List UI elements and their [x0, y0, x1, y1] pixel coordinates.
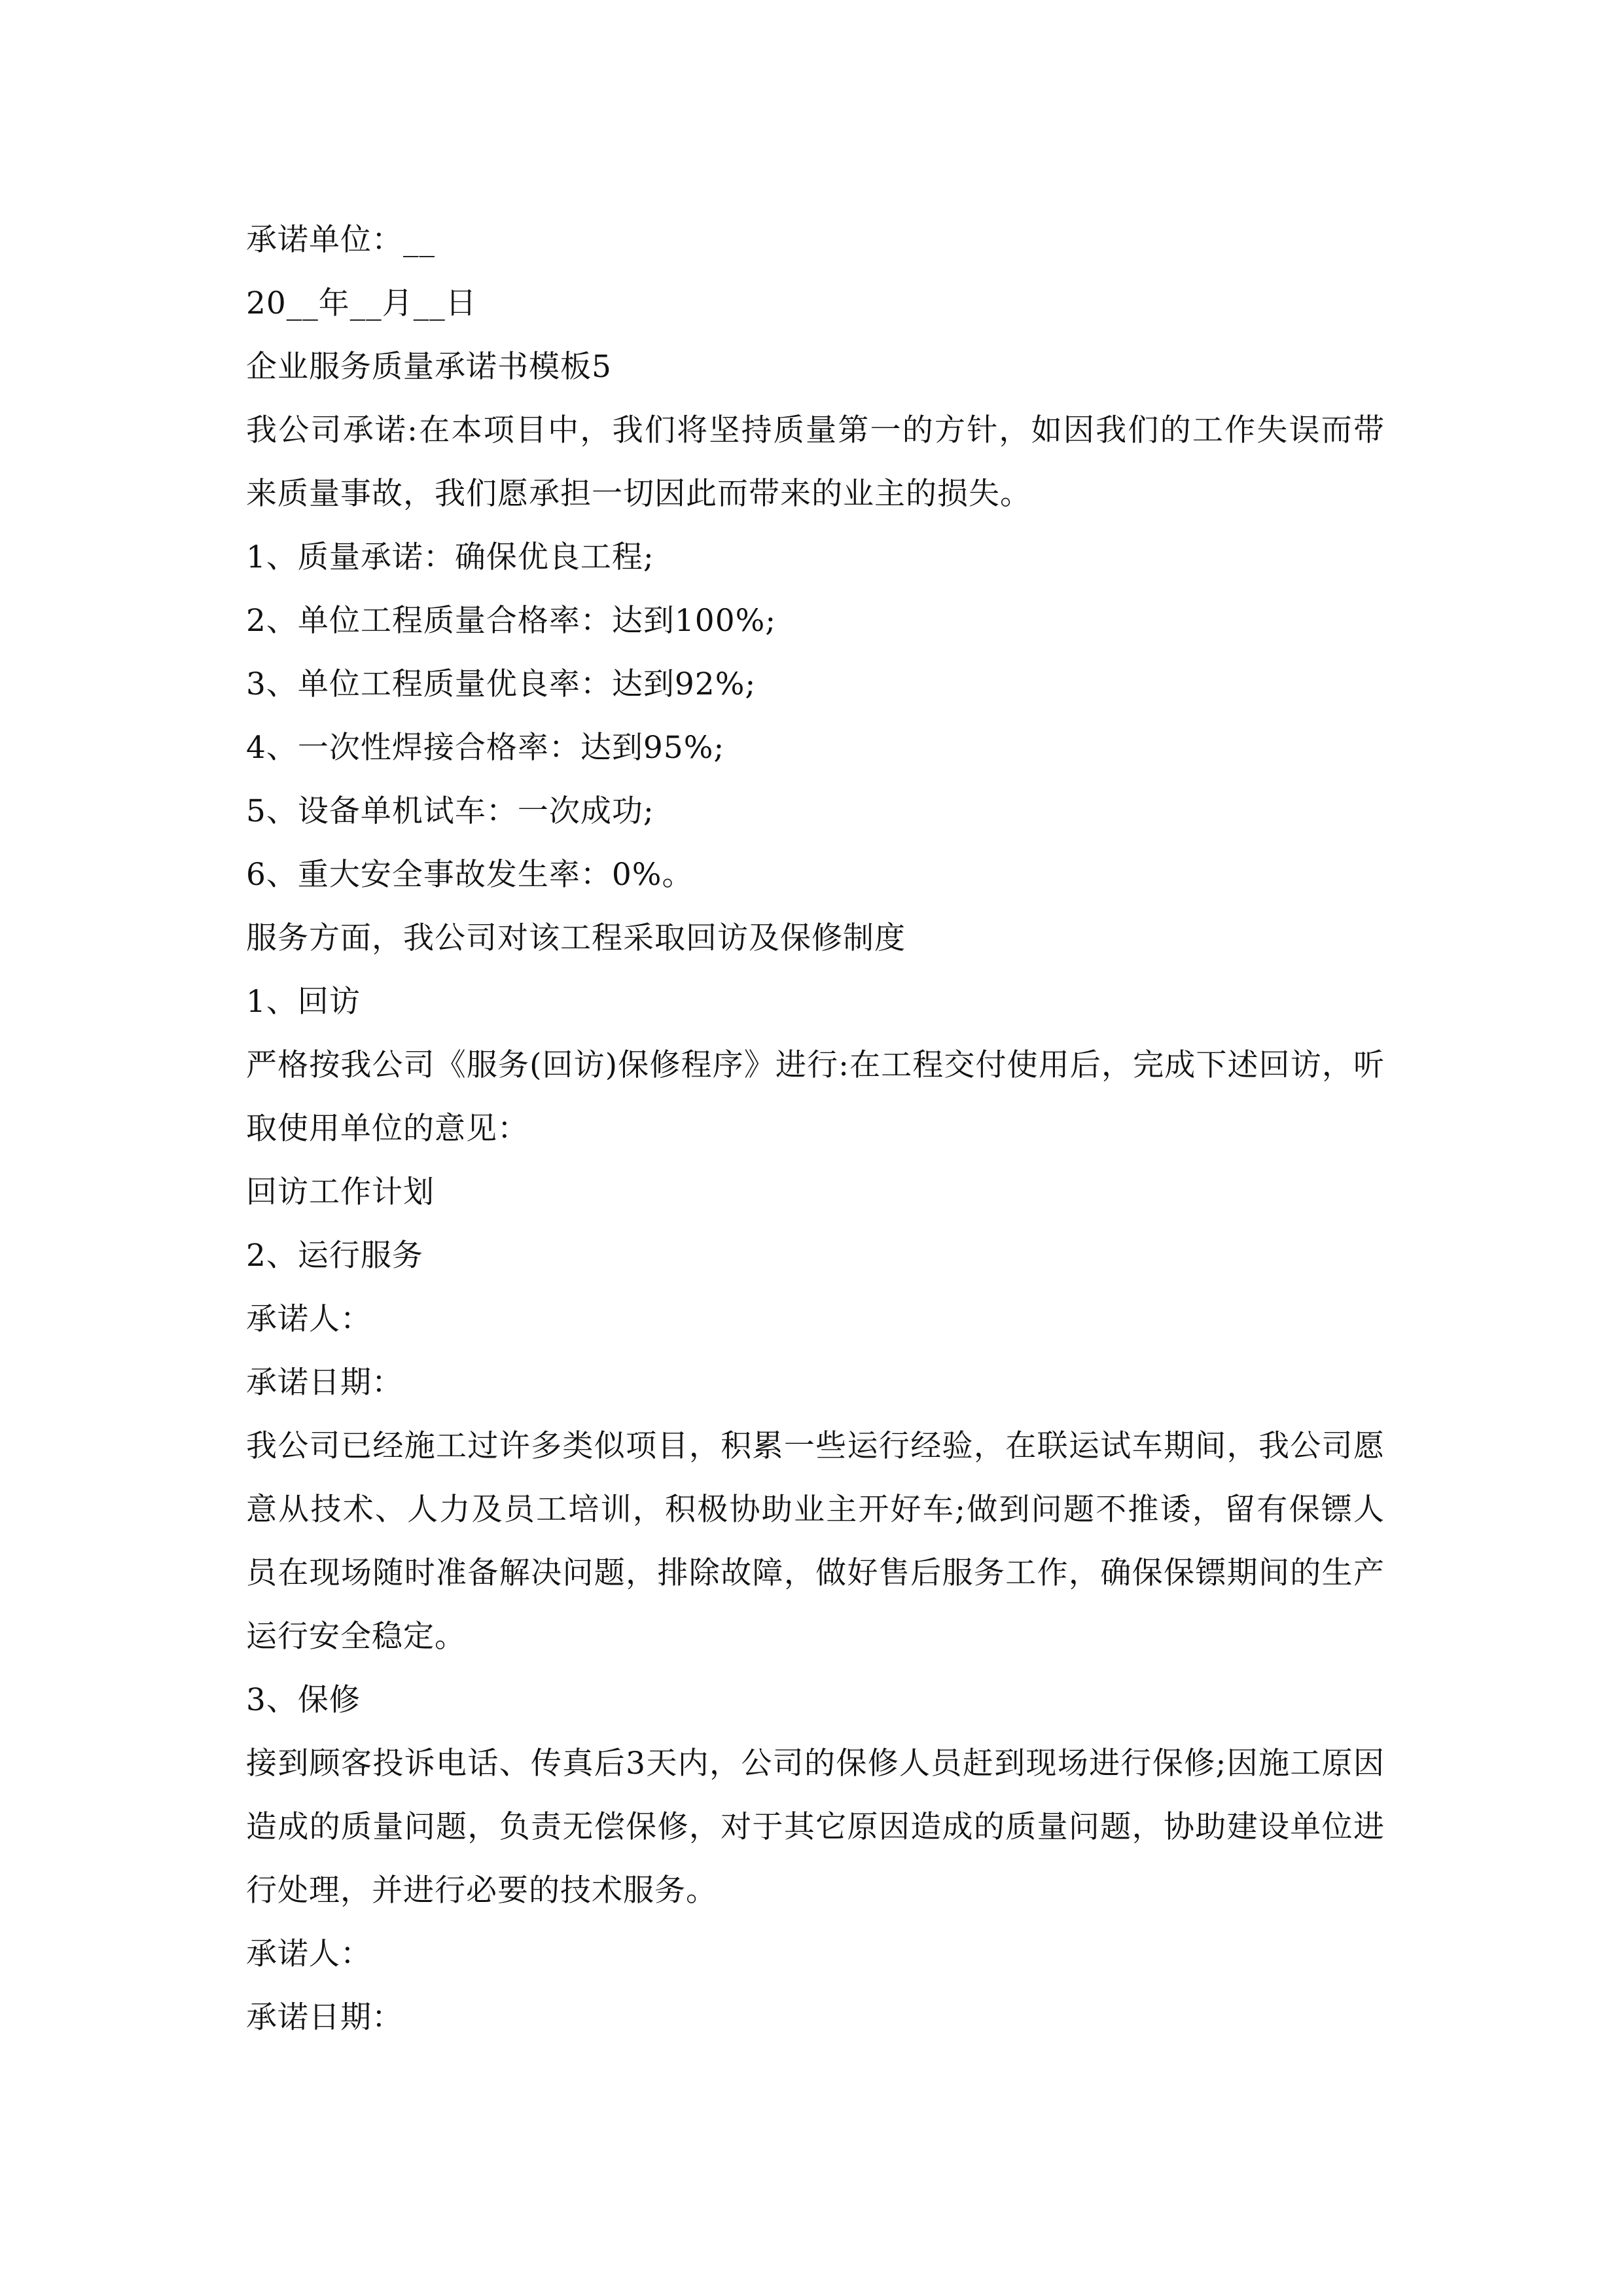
service-section-heading: 服务方面，我公司对该工程采取回访及保修制度 [246, 920, 906, 956]
pledger-line-1: 承诺人： [246, 1301, 372, 1337]
operation-service-paragraph: 我公司已经施工过许多类似项目，积累一些运行经验，在联运试车期间，我公司愿意从技术、人力及员工培训，积极协助业主开好车;做到问题不推诿，留有保镖人员在现场随时准备解决问题，排除故障，做好售后服务工作，确保保镖期间的生产运行安全稳定。 [246, 1428, 1385, 1655]
revisit-plan-line: 回访工作计划 [246, 1174, 435, 1210]
revisit-paragraph: 严格按我公司《服务(回访)保修程序》进行:在工程交付使用后，完成下述回访，听取使用单位的意见： [246, 1047, 1385, 1147]
operation-service-heading: 2、运行服务 [246, 1238, 423, 1274]
warranty-paragraph: 接到顾客投诉电话、传真后3天内，公司的保修人员赶到现场进行保修;因施工原因造成的质量问题，负责无偿保修，对于其它原因造成的质量问题，协助建设单位进行处理，并进行必要的技术服务。 [246, 1746, 1385, 1909]
date-line: 20__年__月__日 [246, 285, 477, 321]
quality-item-4: 4、一次性焊接合格率：达到95%; [246, 730, 725, 766]
quality-item-2: 2、单位工程质量合格率：达到100%; [246, 603, 777, 639]
pledge-unit-line: 承诺单位：__ [246, 222, 435, 258]
pledge-date-line-1: 承诺日期： [246, 1365, 403, 1401]
quality-item-3: 3、单位工程质量优良率：达到92%; [246, 666, 757, 702]
template-title: 企业服务质量承诺书模板5 [246, 349, 612, 385]
pledge-date-line-2: 承诺日期： [246, 2000, 403, 2036]
pledge-intro-paragraph: 我公司承诺:在本项目中，我们将坚持质量第一的方针，如因我们的工作失误而带来质量事故，我们愿承担一切因此而带来的业主的损失。 [246, 412, 1385, 512]
quality-item-1: 1、质量承诺：确保优良工程; [246, 539, 654, 575]
warranty-heading: 3、保修 [246, 1682, 361, 1718]
quality-item-6: 6、重大安全事故发生率：0%。 [246, 857, 694, 893]
pledger-line-2: 承诺人： [246, 1936, 372, 1972]
revisit-heading: 1、回访 [246, 984, 361, 1020]
quality-item-5: 5、设备单机试车：一次成功; [246, 793, 654, 829]
document-page [246, 208, 1385, 2049]
